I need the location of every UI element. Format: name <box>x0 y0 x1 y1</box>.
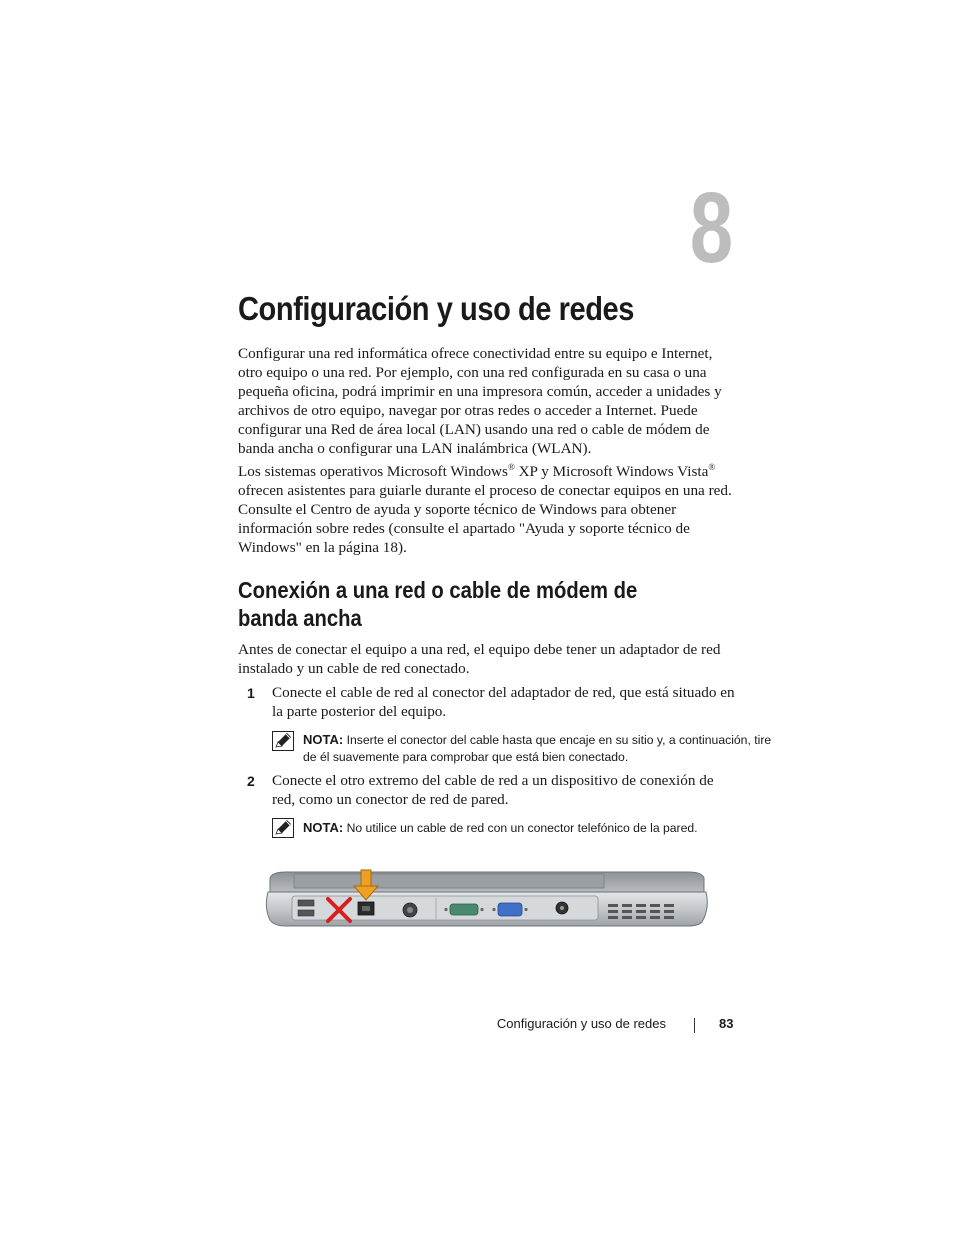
section-heading: Conexión a una red o cable de módem de banda ancha <box>238 577 638 631</box>
step-2-number: 2 <box>247 773 255 789</box>
laptop-rear-illustration <box>264 868 710 930</box>
chapter-number: 8 <box>689 172 734 284</box>
note-label: NOTA: <box>303 732 344 747</box>
step-1-text: Conecte el cable de red al conector del adaptador de red, que está situado en la parte posterior del equipo. <box>272 684 735 720</box>
note-pencil-icon <box>272 731 294 751</box>
intro-paragraph-1: Configurar una red informática ofrece conectividad entre su equipo e Internet, otro equipo o una red. Por ejemplo, con una red configurada en su casa o una pequeña oficina, podrá imprimir en una impresora común, acceder a unidades y archivos de otro equipo, navegar por otras redes o acceder a Internet. Puede configurar una Red de área local (LAN) usando una red o cable de módem de banda ancha o configurar una LAN inalámbrica (WLAN). <box>238 345 722 457</box>
registered-mark-2: ® <box>708 461 716 472</box>
step-2-note <box>303 819 773 837</box>
step-1-note <box>303 731 773 766</box>
intro-p2-part-b: XP y Microsoft Windows Vista <box>514 463 709 480</box>
page-title: Configuración y uso de redes <box>238 290 634 327</box>
registered-mark: ® <box>507 461 515 472</box>
footer-separator <box>694 1018 695 1033</box>
intro-p2-part-c: ofrecen asistentes para guiarle durante el proceso de conectar equipos en una red. Consulte el Centro de ayuda y soporte técnico de Windows para obtener información sobre redes (consulte el apartado "Ayuda y soporte técnico de Windows" en la página 18). <box>238 482 732 556</box>
footer-section-title: Configuración y uso de redes <box>496 1016 666 1031</box>
note-pencil-icon <box>272 818 294 838</box>
note-body: Inserte el conector del cable hasta que encaje en su sitio y, a continuación, tire de él suavemente para comprobar que está bien conectado. <box>303 733 772 764</box>
step-1-number: 1 <box>247 685 255 701</box>
step-2-text: Conecte el otro extremo del cable de red a un dispositivo de conexión de red, como un conector de red de pared. <box>272 772 714 808</box>
intro-paragraph-2 <box>238 462 738 557</box>
intro-p2-part-a: Los sistemas operativos Microsoft Windows <box>238 463 508 480</box>
section-intro: Antes de conectar el equipo a una red, el equipo debe tener un adaptador de red instalado y un cable de red conectado. <box>238 641 721 677</box>
note-label: NOTA: <box>303 820 344 835</box>
footer-page-number: 83 <box>719 1016 734 1031</box>
note-body: No utilice un cable de red con un conector telefónico de la pared. <box>346 821 698 835</box>
